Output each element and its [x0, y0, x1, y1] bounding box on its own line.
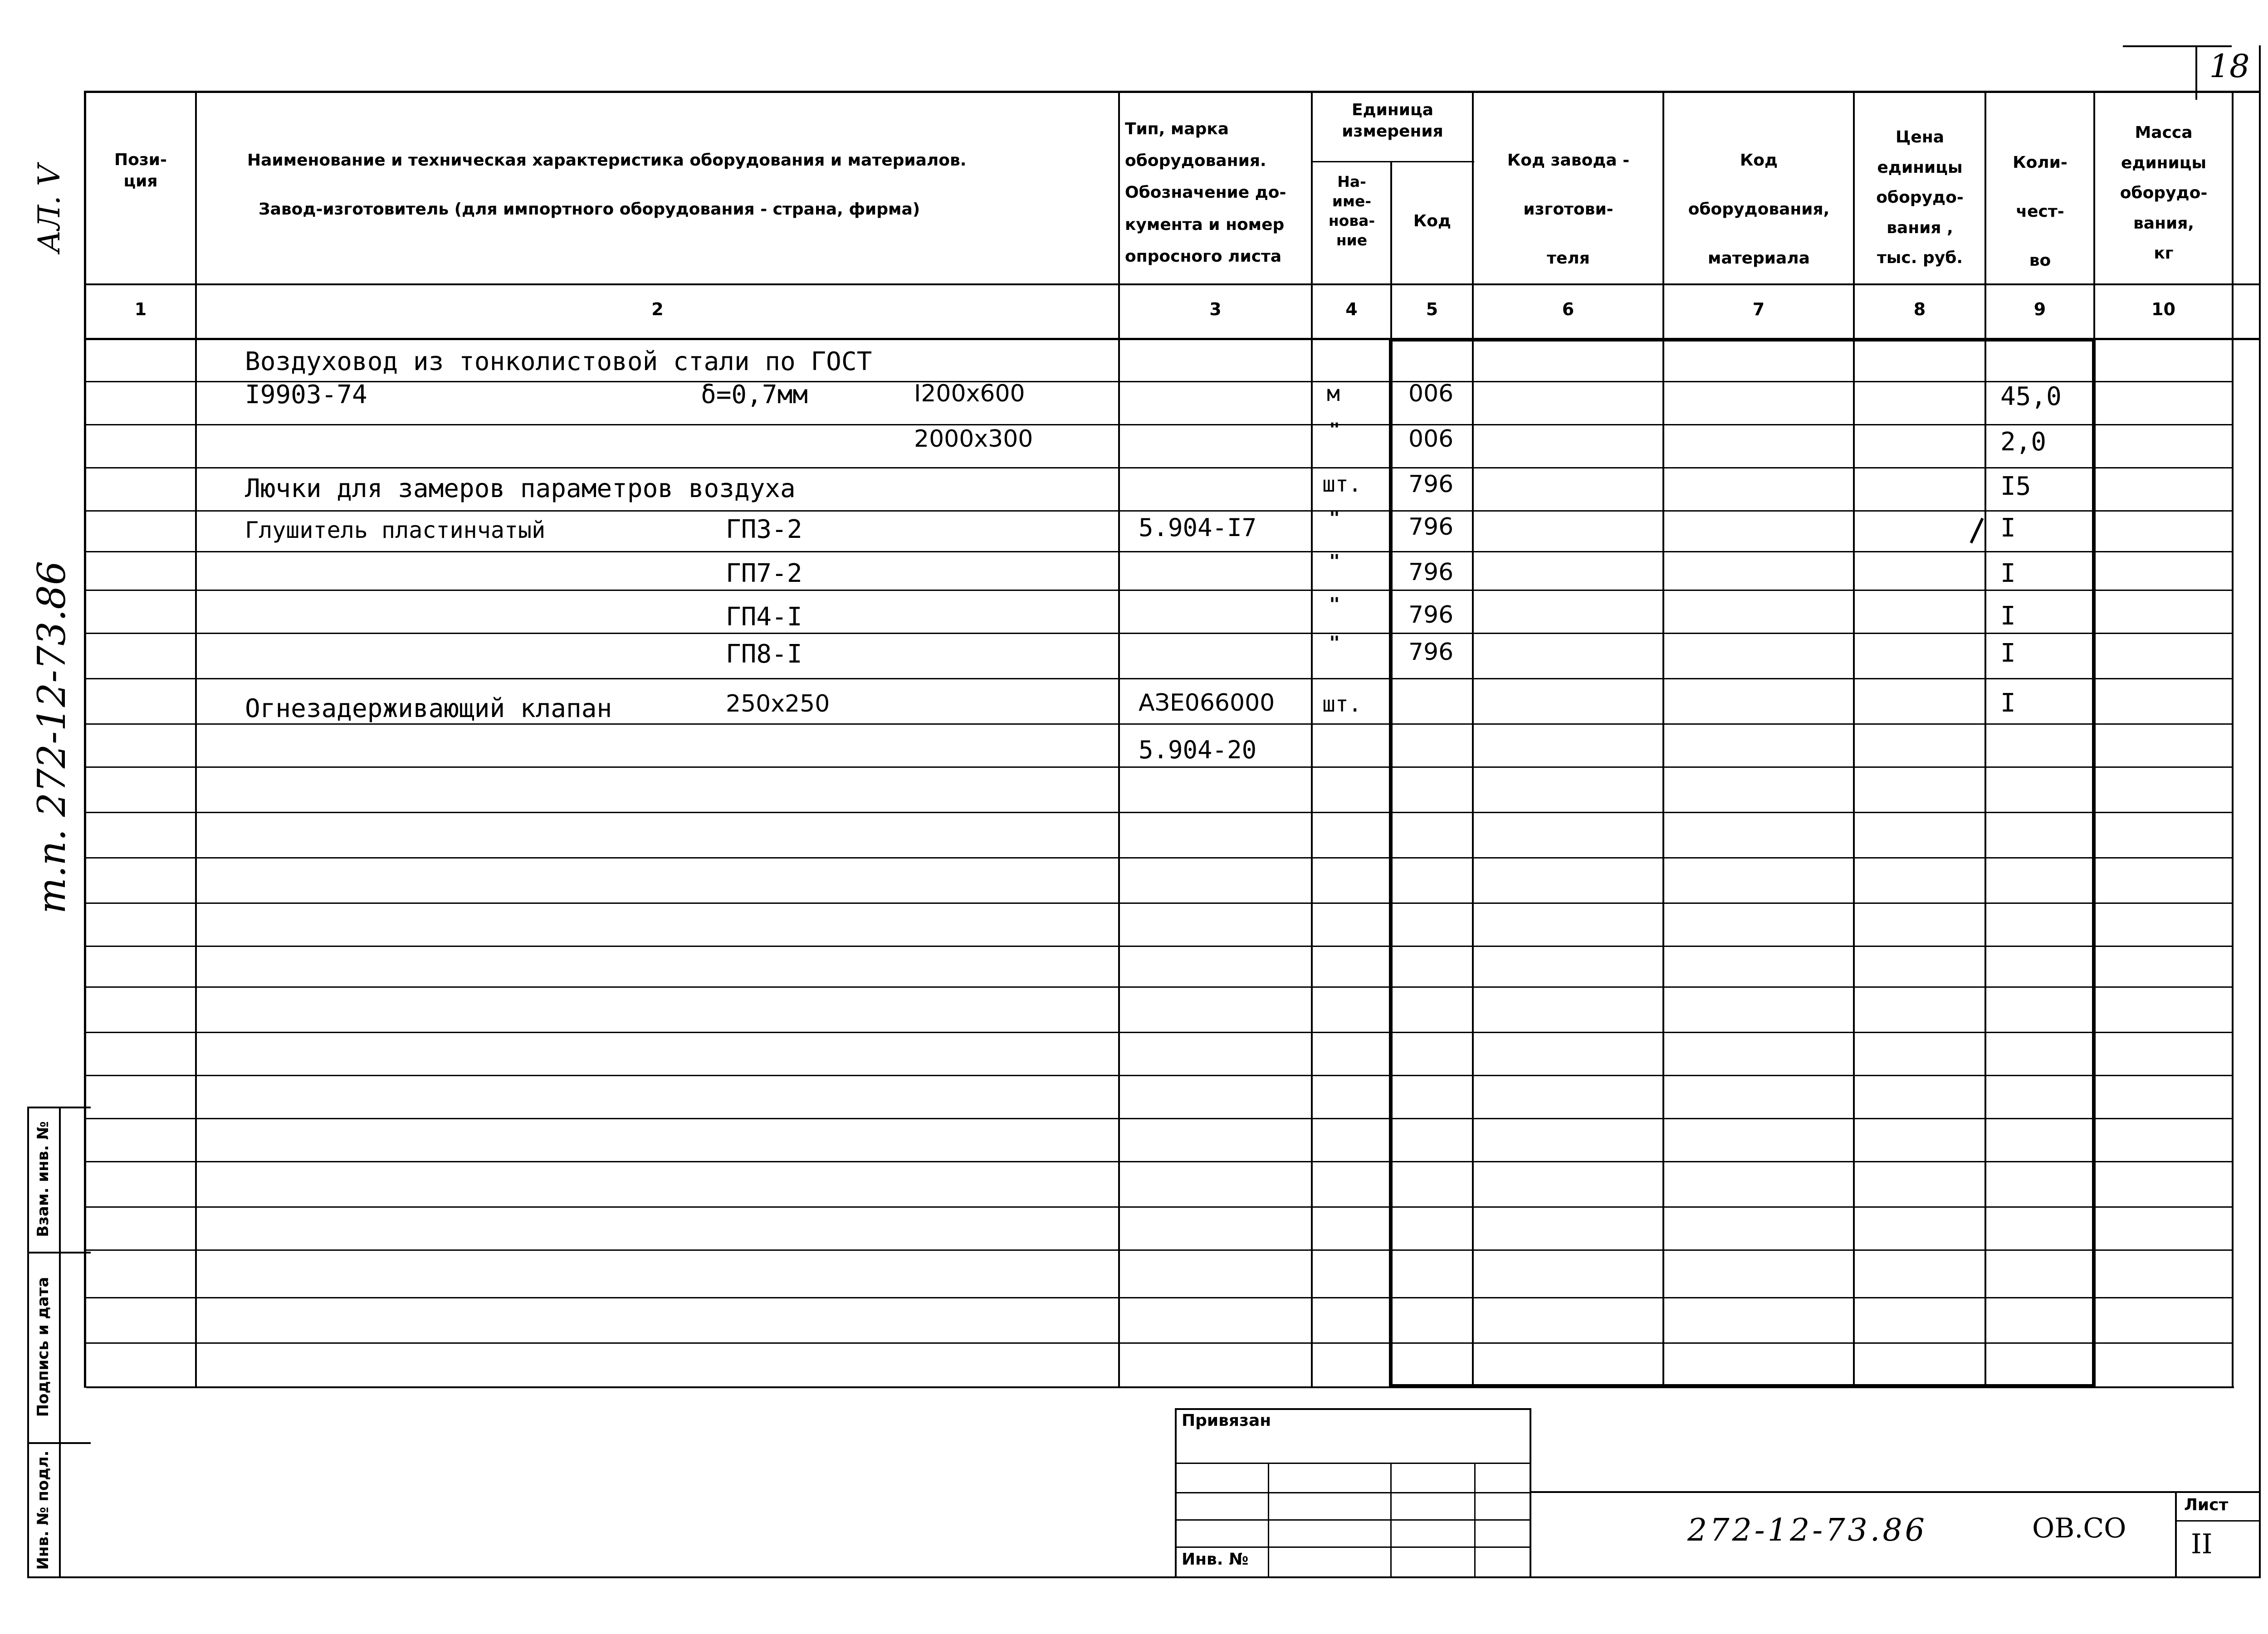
sheet-code: ОВ.СО — [2032, 1512, 2126, 1544]
quantity: I5 — [2000, 472, 2031, 501]
header-equipment-code: Код оборудования, материала — [1688, 151, 1830, 268]
unit-code: 796 — [1408, 471, 1454, 498]
unit-name: шт. — [1322, 472, 1362, 497]
unit-name: м — [1327, 381, 1340, 406]
header-position: Пози- ция — [114, 151, 167, 190]
document-number: 272-12-73.86 — [1687, 1512, 1927, 1548]
stamp-frame — [27, 1107, 29, 1578]
col-number: 4 — [1345, 299, 1358, 319]
item-spec: ГПЗ-2 — [726, 515, 802, 544]
item-name: I9903-74 — [245, 380, 367, 410]
quantity: I — [2000, 513, 2016, 543]
unit-code: 796 — [1408, 601, 1454, 629]
col-number: 5 — [1426, 299, 1438, 319]
header-unit-code: Код — [1413, 212, 1452, 230]
sheet-number: II — [2191, 1528, 2213, 1560]
stamp-label-replace-inv: Взам. инв. № — [34, 1121, 52, 1237]
stamp-label-inv-original: Инв. № подл. — [34, 1450, 52, 1570]
stamp-label-signature-date: Подпись и дата — [34, 1277, 52, 1417]
item-spec: ГП4-I — [726, 602, 802, 632]
item-name: Лючки для замеров параметров воздуха — [245, 474, 796, 503]
header-factory-code: Код завода - изготови- теля — [1507, 151, 1630, 268]
header-quantity: Коли- чест- во — [2013, 153, 2068, 270]
unit-name: " — [1329, 551, 1340, 572]
col-number: 9 — [2033, 299, 2046, 319]
col-number: 1 — [134, 299, 147, 319]
unit-name: шт. — [1322, 692, 1362, 717]
type-designation: АЗЕ066000 — [1139, 689, 1275, 717]
quantity: I — [2000, 688, 2016, 718]
unit-code: 796 — [1408, 513, 1454, 541]
col-number: 7 — [1752, 299, 1765, 319]
type-designation: 5.904-20 — [1139, 736, 1257, 764]
quantity: 2,0 — [2000, 427, 2047, 457]
unit-code: 796 — [1408, 559, 1454, 586]
header-mass: Масса единицы оборудо- вания, кг — [2120, 123, 2208, 263]
header-unit: Единица измерения — [1342, 101, 1443, 141]
col-number: 3 — [1209, 299, 1222, 319]
item-spec: 250x250 — [726, 690, 830, 717]
type-designation: 5.904-I7 — [1139, 513, 1257, 542]
col-number: 6 — [1562, 299, 1574, 319]
item-size: I200x600 — [914, 380, 1025, 407]
sheet-label: Лист — [2184, 1496, 2229, 1514]
unit-code: 006 — [1408, 380, 1454, 407]
col-number: 10 — [2151, 299, 2175, 319]
item-spec: ГП8-I — [726, 639, 802, 669]
page-number: 18 — [2209, 48, 2250, 85]
item-spec: δ=0,7мм — [701, 380, 808, 410]
item-name: Глушитель пластинчатый — [245, 517, 546, 543]
unit-name: " — [1329, 594, 1340, 615]
header-unit-name: На- име- нова- ние — [1328, 173, 1375, 249]
col-number: 2 — [651, 299, 664, 319]
unit-name: " — [1329, 633, 1340, 654]
unit-code: 796 — [1408, 639, 1454, 666]
item-name: Воздуховод из тонколистовой стали по ГОСТ — [245, 347, 872, 376]
col-number: 8 — [1913, 299, 1926, 319]
item-size: 2000x300 — [914, 425, 1033, 453]
side-code: АЛ. V — [32, 164, 67, 253]
bound-label: Привязан — [1182, 1411, 1271, 1430]
unit-name: " — [1329, 508, 1340, 529]
header-price: Цена единицы оборудо- вания , тыс. руб. — [1876, 128, 1964, 268]
checkmark-slash — [1970, 518, 1984, 544]
unit-code: 006 — [1408, 425, 1454, 453]
quantity: 45,0 — [2000, 382, 2062, 411]
item-spec: ГП7-2 — [726, 559, 802, 588]
quantity: I — [2000, 601, 2016, 631]
unit-name: " — [1329, 419, 1340, 440]
inv-label: Инв. № — [1182, 1550, 1249, 1569]
side-project-number: т.п. 272-12-73.86 — [29, 561, 74, 914]
header-type: Тип, марка оборудования. Обозначение до- кумента и номер опросного листа — [1125, 120, 1286, 266]
item-name: Огнезадерживающий клапан — [245, 694, 612, 723]
header-name: Наименование и техническая характеристика оборудования и материалов. Завод-изготовитель (для импортного оборудования - страна, фирма) — [247, 151, 967, 219]
quantity: I — [2000, 639, 2016, 668]
quantity: I — [2000, 559, 2016, 588]
